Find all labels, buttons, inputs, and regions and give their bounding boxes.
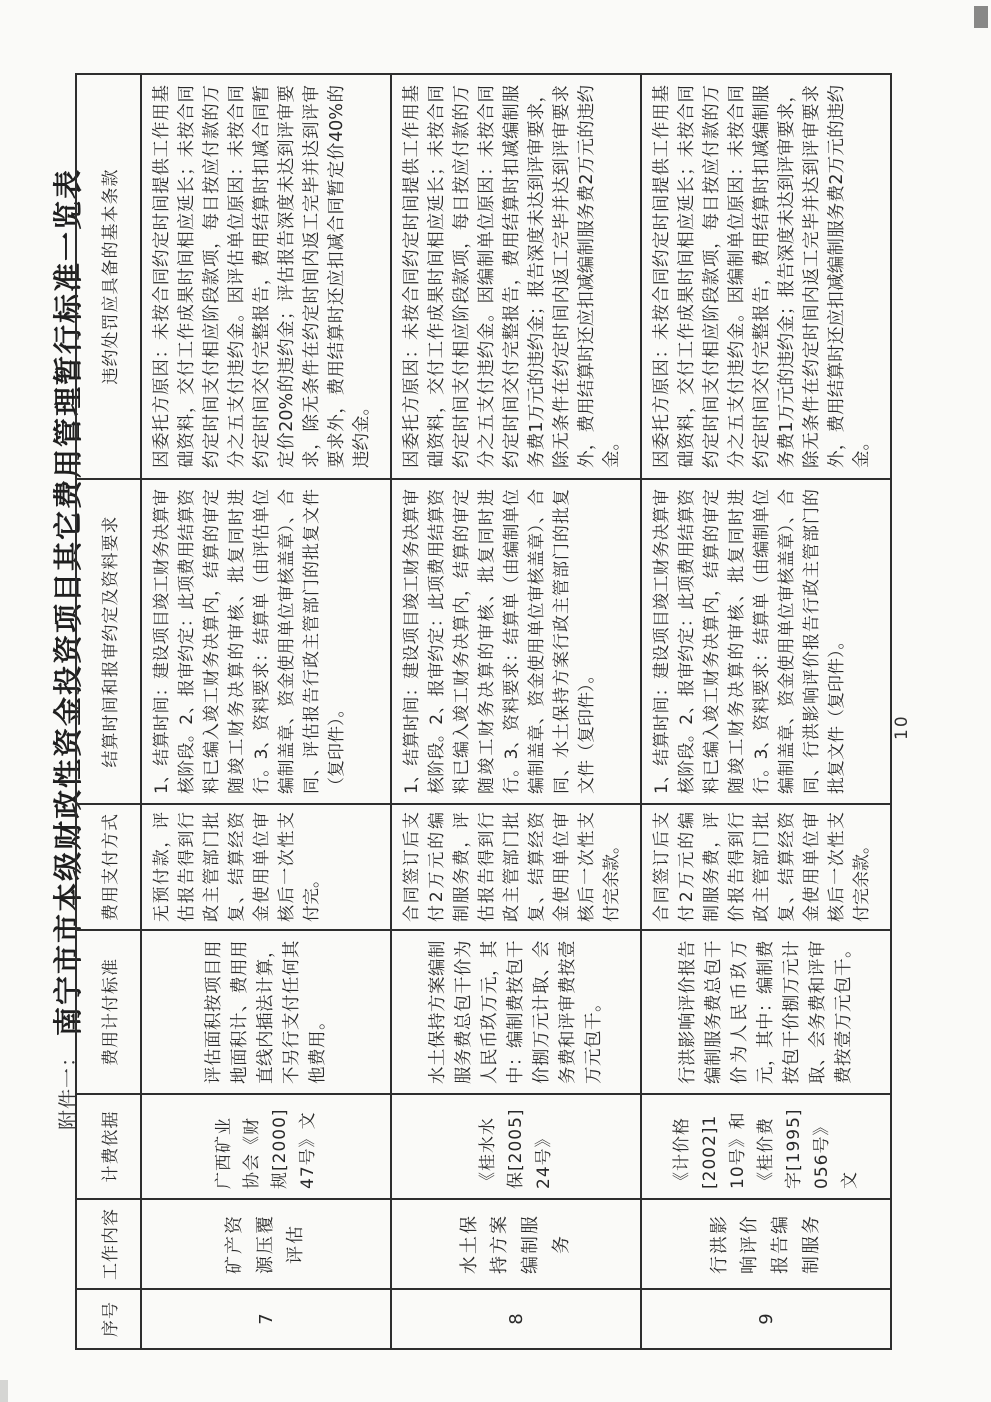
cell-settlement-requirements: 1、结算时间：建设项目竣工财务决算审核阶段。2、报审约定：此项费用结算资料已编入竣工财务决算内，结算的审定随竣工财务决算的审核、批复同时进行。3、资料要求：结算单（由编制单位编制盖章、资金使用单位审核盖章）、合同、行洪影响评价报告行政主管部门的批复文件（复印件）。 — [641, 479, 891, 804]
cell-work-content: 矿产资源压覆评估 — [141, 1199, 391, 1289]
header-row — [76, 74, 141, 1349]
page-title: 南宁市市本级财政性资金投资项目其它费用管理暂行标准一览表 — [51, 167, 85, 1036]
fee-standards-table — [75, 73, 892, 1350]
header-settlement-requirements: 结算时间和报审约定及资料要求 — [76, 479, 141, 804]
cell-work-content: 水土保持方案编制服务 — [391, 1199, 641, 1289]
cell-settlement-requirements: 1、结算时间：建设项目竣工财务决算审核阶段。2、报审约定：此项费用结算资料已编入竣工财务决算内，结算的审定随竣工财务决算的审核、批复同时进行。3、资料要求：结算单（由编制单位编制盖章、资金使用单位审核盖章）、合同、水土保持方案行政主管部门的批复文件（复印件）。 — [391, 479, 641, 804]
cell-payment-method: 合同签订后支付2万元的编制服务费，评价报告得到行政主管部门批复、结算经资金使用单位审核后一次性支付完余款。 — [641, 804, 891, 930]
cell-seq: 9 — [641, 1289, 891, 1349]
scan-artifact — [0, 1380, 8, 1402]
cell-fee-basis: 广西矿业协会《财规[2000]47号》文 — [141, 1094, 391, 1199]
header-fee-standard: 费用计付标准 — [76, 930, 141, 1094]
cell-fee-standard: 水土保持方案编制服务费总包干价为人民币玖万元，其中：编制费按包干价捌万元计取、会务费和评审费按壹万元包干。 — [391, 930, 641, 1094]
cell-settlement-requirements: 1、结算时间：建设项目竣工财务决算审核阶段。2、报审约定：此项费用结算资料已编入竣工财务决算内，结算的审定随竣工财务决算的审核、批复同时进行。3、资料要求：结算单（由评估单位编制盖章、资金使用单位审核盖章）、合同、评估报告行政主管部门的批复文件（复印件）。 — [141, 479, 391, 804]
header-payment-method: 费用支付方式 — [76, 804, 141, 930]
cell-breach-clauses: 因委托方原因：未按合同约定时间提供工作用基础资料，交付工作成果时间相应延长；未按合同约定时间支付相应阶段款项，每日按应付款的万分之五支付违约金。因编制单位原因：未按合同约定时间交付完整报告，费用结算时扣减编制服务费1万元的违约金；报告深度未达到评审要求，除无条件在约定时间内返工完毕并达到评审要求外，费用结算时还应扣减编制服务费2万元的违约金。 — [391, 74, 641, 479]
cell-breach-clauses: 因委托方原因：未按合同约定时间提供工作用基础资料，交付工作成果时间相应延长；未按合同约定时间支付相应阶段款项，每日按应付款的万分之五支付违约金。因编制单位原因：未按合同约定时间交付完整报告，费用结算时扣减编制服务费1万元的违约金；报告深度未达到评审要求，除无条件在约定时间内返工完毕并达到评审要求外，费用结算时还应扣减编制服务费2万元的违约金。 — [641, 74, 891, 479]
scan-artifact — [974, 6, 988, 28]
cell-seq: 7 — [141, 1289, 391, 1349]
cell-work-content: 行洪影响评价报告编制服务 — [641, 1199, 891, 1289]
cell-fee-basis: 《桂水水保[2005]24号》 — [391, 1094, 641, 1199]
header-work-content: 工作内容 — [76, 1199, 141, 1289]
attachment-label: 附件一： — [56, 1046, 80, 1130]
cell-breach-clauses: 因委托方原因：未按合同约定时间提供工作用基础资料，交付工作成果时间相应延长；未按合同约定时间支付相应阶段款项，每日按应付款的万分之五支付违约金。因评估单位原因：未按合同约定时间交付完整报告，费用结算时扣减合同暂定价20%的违约金；评估报告深度未达到评审要求，除无条件在约定时间内返工完毕并达到评审要求外，费用结算时还应扣减合同暂定价40%的违约金。 — [141, 74, 391, 479]
table-row — [641, 74, 891, 1349]
cell-payment-method: 合同签订后支付2万元的编制服务费，评估报告得到行政主管部门批复、结算经资金使用单位审核后一次性支付完余款。 — [391, 804, 641, 930]
cell-fee-standard: 行洪影响评价报告编制服务费总包干价为人民币玖万元，其中：编制费按包干价捌万元计取、会务费和评审费按壹万元包干。 — [641, 930, 891, 1094]
header-fee-basis: 计费依据 — [76, 1094, 141, 1199]
cell-payment-method: 无预付款，评估报告得到行政主管部门批复、结算经资金使用单位审核后一次性支付完。 — [141, 804, 391, 930]
cell-fee-standard: 评估面积按项目用地面积计、费用用直线内插法计算，不另行支付任何其他费用。 — [141, 930, 391, 1094]
header-breach-clauses: 违约处罚应具备的基本条款 — [76, 74, 141, 479]
table-row — [391, 74, 641, 1349]
table-row — [141, 74, 391, 1349]
cell-fee-basis: 《计价格[2002]110号》和《桂价费字[1995]056号》文 — [641, 1094, 891, 1199]
page-number: 10 — [892, 714, 912, 740]
cell-seq: 8 — [391, 1289, 641, 1349]
header-seq: 序号 — [76, 1289, 141, 1349]
